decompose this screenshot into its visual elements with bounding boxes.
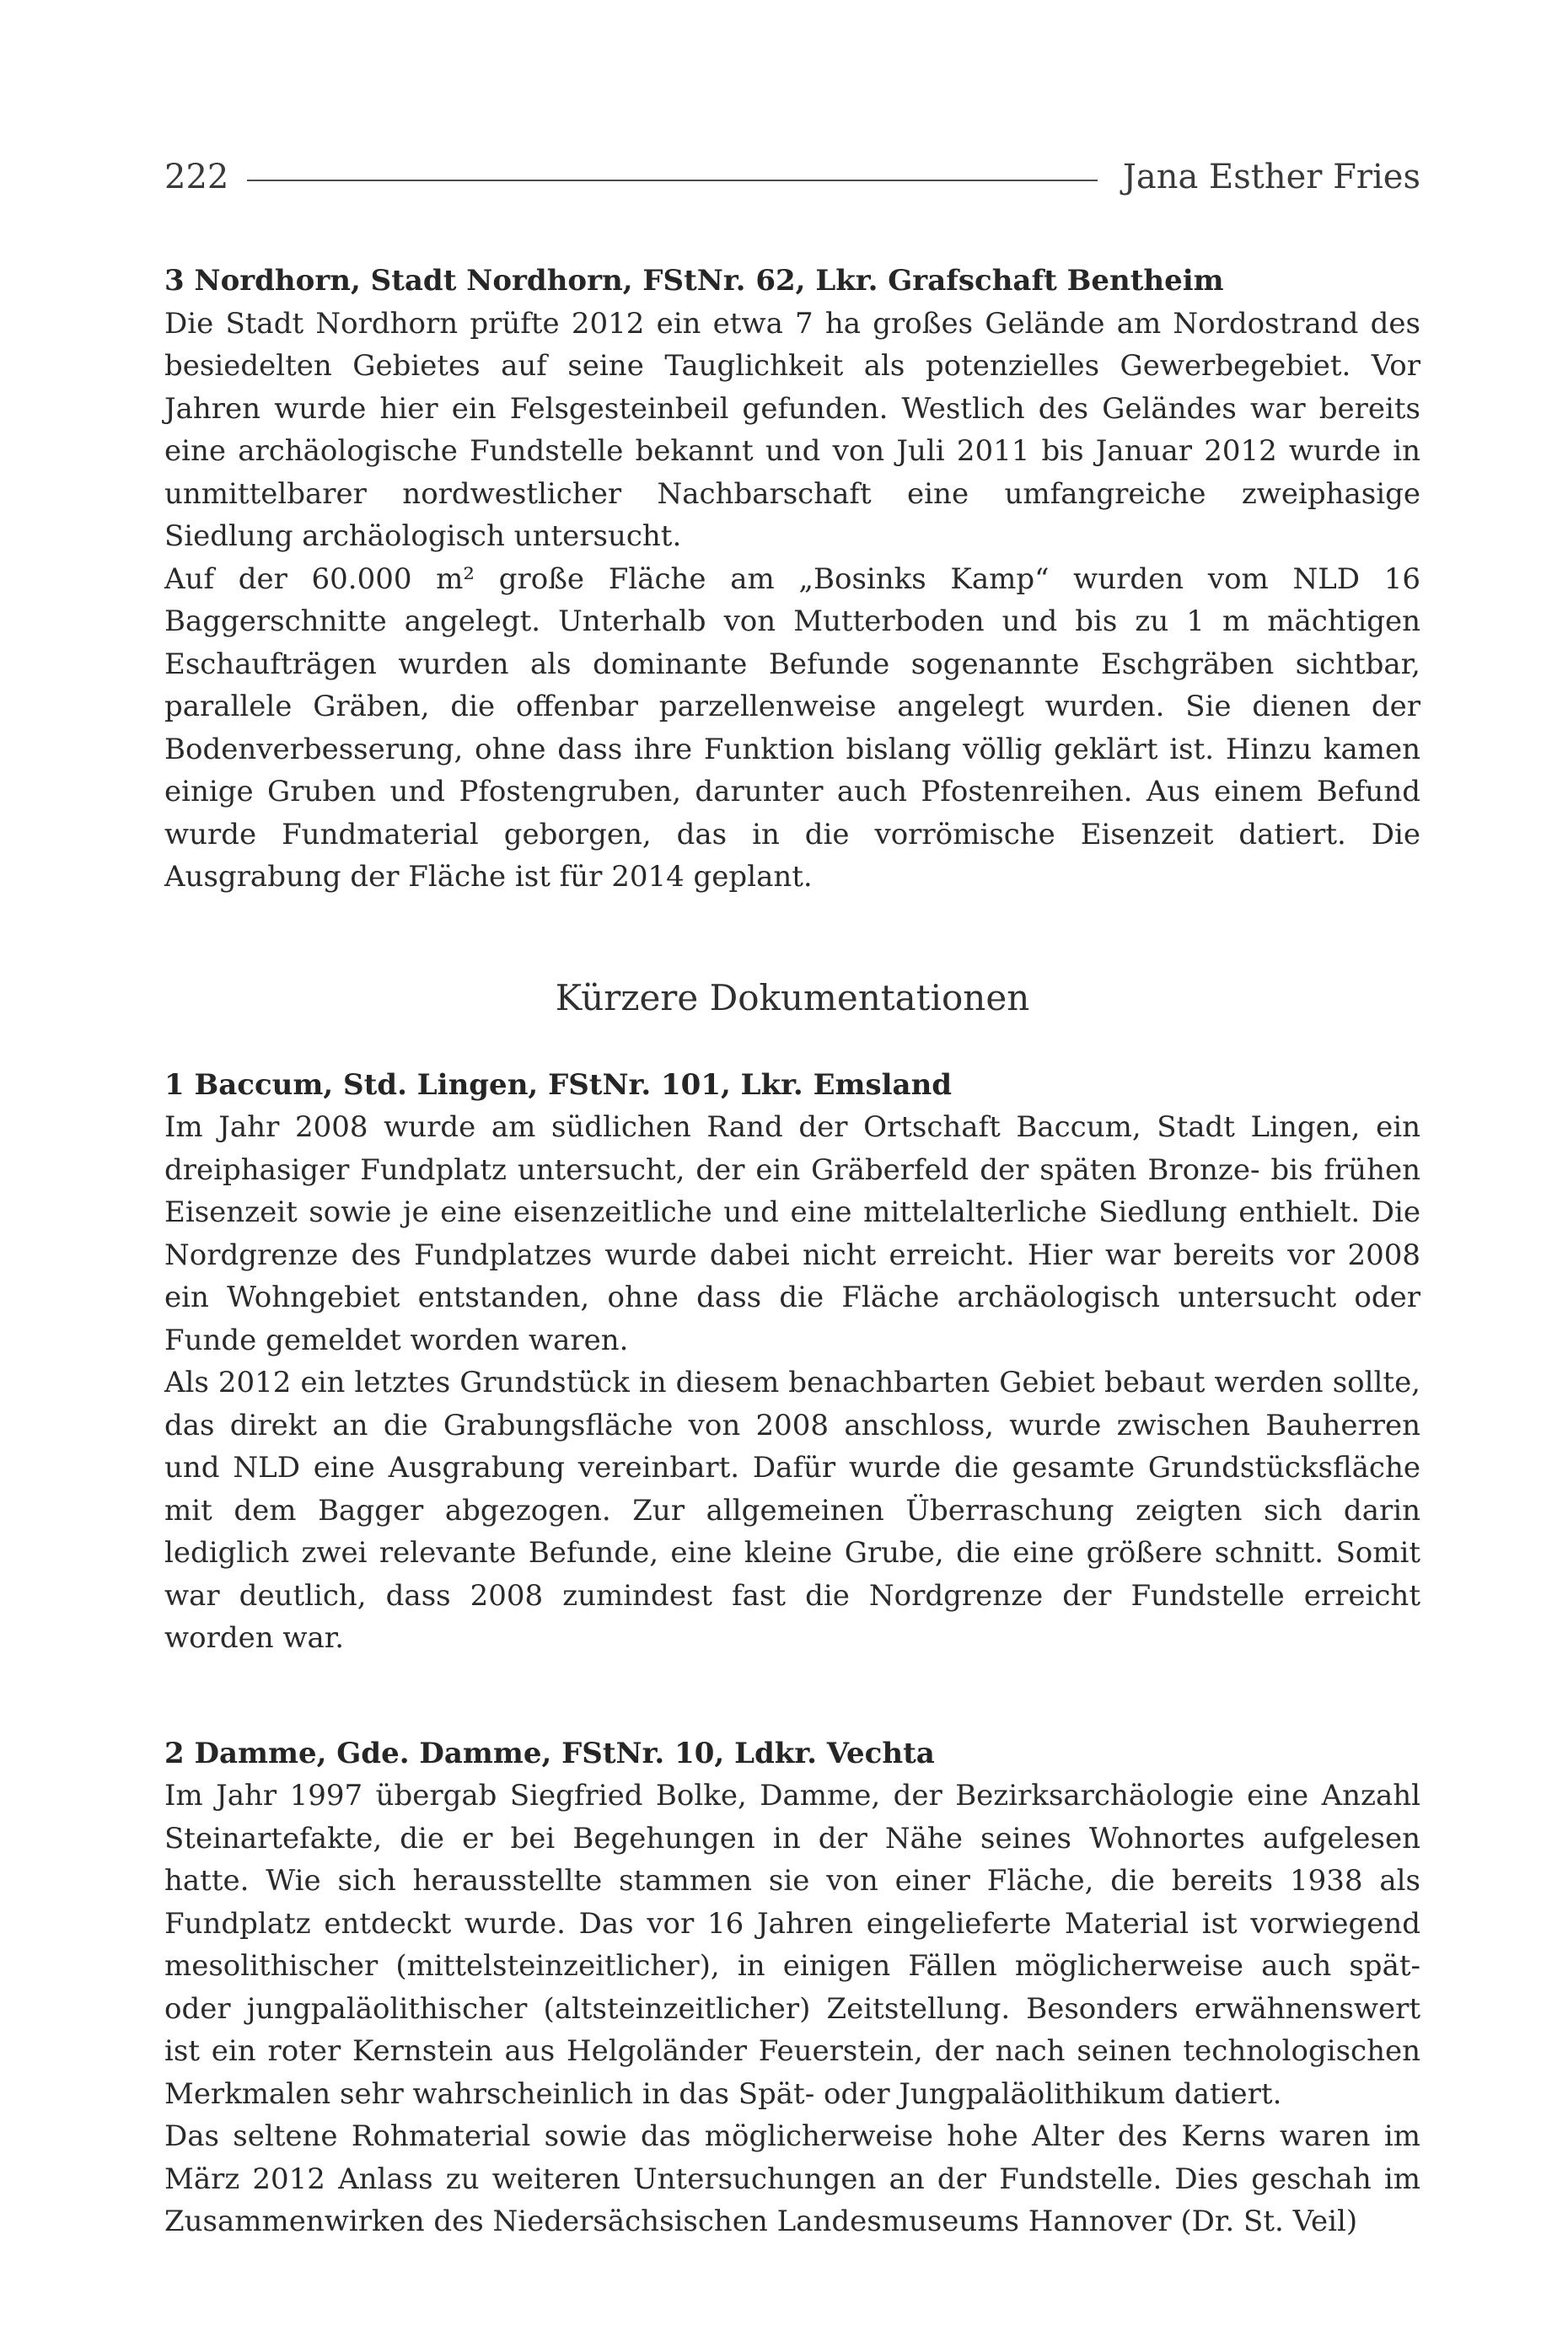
paragraph: Das seltene Rohmaterial sowie das möglicherweise hohe Alter des Kerns waren im März 2012 Anlass zu weiteren Untersuchungen an der Fundstelle. Dies geschah im Zusammenwirken des Niedersächsischen Landesmuseums Hannover (Dr. St. Veil): [164, 2119, 1420, 2238]
entry-baccum: [164, 1064, 1420, 1660]
running-header: [164, 152, 1420, 202]
running-head-author: Jana Esther Fries: [1122, 158, 1420, 196]
paragraph: Die Stadt Nordhorn prüfte 2012 ein etwa 7 ha großes Gelände am Nordostrand des besiedelten Gebietes auf seine Tauglichkeit als potenzielles Gewerbegebiet. Vor Jahren wurde hier ein Felsgesteinbeil gefunden. Westlich des Geländes war bereits eine archäologische Fundstelle bekannt und von Juli 2011 bis Januar 2012 wurde in unmittelbarer nordwestlicher Nachbarschaft eine umfangreiche zweiphasige Siedlung archäologisch untersucht.: [164, 306, 1420, 553]
entry-title: 1 Baccum, Std. Lingen, FStNr. 101, Lkr. Emsland: [164, 1067, 953, 1102]
entry-damme: [164, 1732, 1420, 2243]
header-rule: [247, 180, 1097, 181]
paragraph: Im Jahr 2008 wurde am südlichen Rand der Ortschaft Baccum, Stadt Lingen, ein dreiphasiger Fundplatz untersucht, der ein Gräberfeld der späten Bronze- bis frühen Eisenzeit sowie je eine eisenzeitliche und eine mittelalterliche Siedlung enthielt. Die Nordgrenze des Fundplatzes wurde dabei nicht erreicht. Hier war bereits vor 2008 ein Wohngebiet entstanden, ohne dass die Fläche archäologisch untersucht oder Funde gemeldet worden waren.: [164, 1110, 1420, 1357]
paragraph: Im Jahr 1997 übergab Siegfried Bolke, Damme, der Bezirksarchäologie eine Anzahl Steinartefakte, die er bei Begehungen in der Nähe seines Wohnortes aufgelesen hatte. Wie sich herausstellte stammen sie von einer Fläche, die bereits 1938 als Fundplatz entdeckt wurde. Das vor 16 Jahren eingelieferte Material ist vorwiegend mesolithischer (mittelsteinzeitlicher), in einigen Fällen möglicherweise auch spät- oder jungpaläolithischer (altsteinzeitlicher) Zeitstellung. Besonders erwähnenswert ist ein roter Kernstein aus Helgoländer Feuerstein, der nach seinen technologischen Merkmalen sehr wahrscheinlich in das Spät- oder Jungpaläolithikum datiert.: [164, 1779, 1420, 2111]
page-number: 222: [164, 158, 229, 196]
entry-nordhorn: [164, 260, 1420, 899]
entry-title: 3 Nordhorn, Stadt Nordhorn, FStNr. 62, Lkr. Grafschaft Bentheim: [164, 264, 1224, 298]
paragraph: Als 2012 ein letztes Grundstück in diesem benachbarten Gebiet bebaut werden sollte, das direkt an die Grabungsfläche von 2008 anschloss, wurde zwischen Bauherren und NLD eine Ausgrabung vereinbart. Dafür wurde die gesamte Grundstücksfläche mit dem Bagger abgezogen. Zur allgemeinen Überraschung zeigten sich darin lediglich zwei relevante Befunde, eine kleine Grube, die eine größere schnitt. Somit war deutlich, dass 2008 zumindest fast die Nordgrenze der Fundstelle erreicht worden war.: [164, 1366, 1420, 1655]
section-heading: Kürzere Dokumentationen: [555, 976, 1030, 1018]
paragraph: Auf der 60.000 m² große Fläche am „Bosinks Kamp“ wurden vom NLD 16 Baggerschnitte angelegt. Unterhalb von Mutterboden und bis zu 1 m mächtigen Eschaufträgen wurden als dominante Befunde sogenannte Eschgräben sichtbar, parallele Gräben, die offenbar parzellenweise angelegt wurden. Sie dienen der Bodenverbesserung, ohne dass ihre Funktion bislang völlig geklärt ist. Hinzu kamen einige Gruben und Pfostengruben, darunter auch Pfostenreihen. Aus einem Befund wurde Fundmaterial geborgen, das in die vorrömische Eisenzeit datiert. Die Ausgrabung der Fläche ist für 2014 geplant.: [164, 561, 1420, 894]
document-page: [164, 152, 1420, 2243]
entry-title: 2 Damme, Gde. Damme, FStNr. 10, Ldkr. Vechta: [164, 1736, 935, 1770]
